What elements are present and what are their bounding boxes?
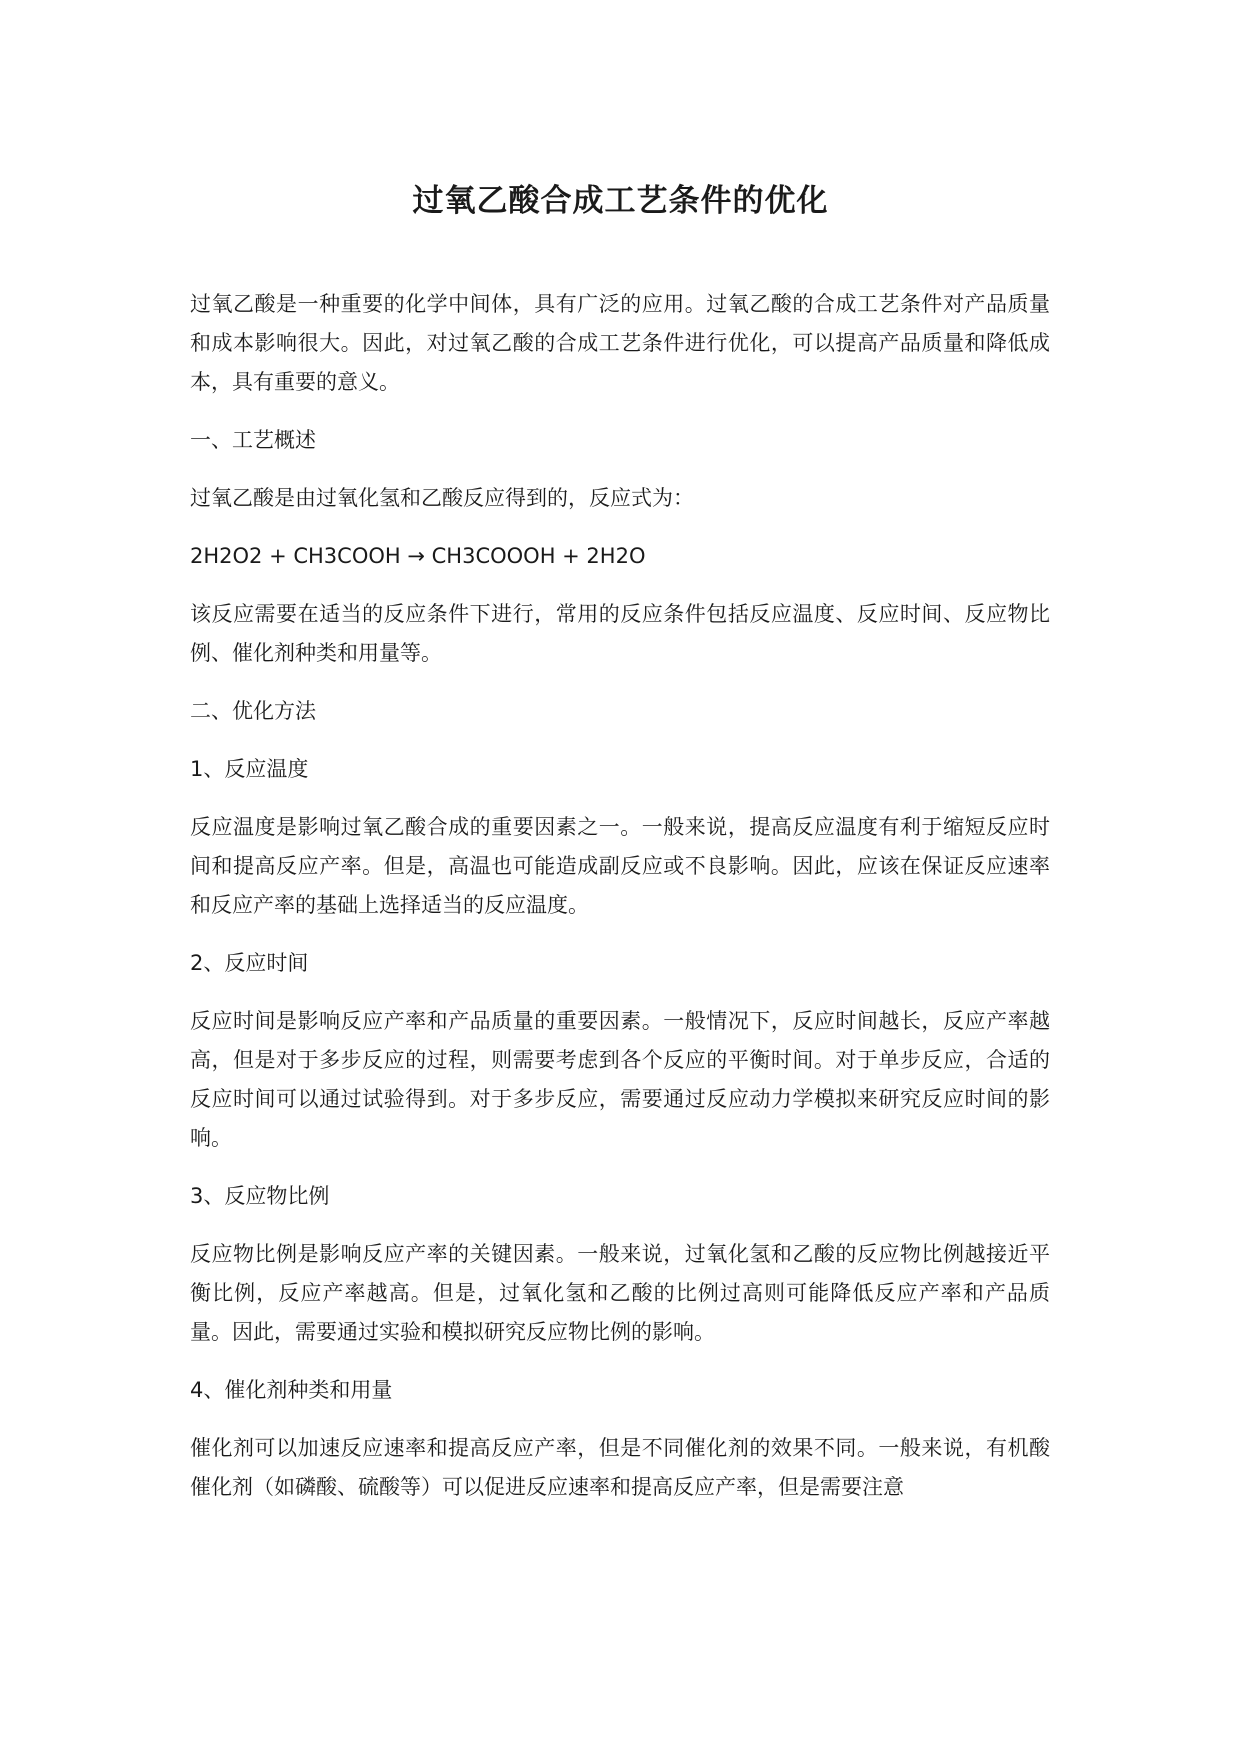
subheading-time: 2、反应时间 <box>190 951 309 975</box>
section-heading-methods: 二、优化方法 <box>190 699 316 723</box>
time-paragraph: 反应时间是影响反应产率和产品质量的重要因素。一般情况下，反应时间越长，反应产率越高，但是对于多步反应的过程，则需要考虑到各个反应的平衡时间。对于单步反应，合适的反应时间可以通过试验得到。对于多步反应，需要通过反应动力学模拟来研究反应时间的影响。 <box>190 1009 1050 1150</box>
temperature-paragraph: 反应温度是影响过氧乙酸合成的重要因素之一。一般来说，提高反应温度有利于缩短反应时间和提高反应产率。但是，高温也可能造成副反应或不良影响。因此，应该在保证反应速率和反应产率的基础上选择适当的反应温度。 <box>190 815 1050 917</box>
subheading-catalyst: 4、催化剂种类和用量 <box>190 1378 393 1402</box>
subheading-temperature: 1、反应温度 <box>190 757 309 781</box>
ratio-paragraph: 反应物比例是影响反应产率的关键因素。一般来说，过氧化氢和乙酸的反应物比例越接近平衡比例，反应产率越高。但是，过氧化氢和乙酸的比例过高则可能降低反应产率和产品质量。因此，需要通过实验和模拟研究反应物比例的影响。 <box>190 1242 1050 1344</box>
section-heading-overview: 一、工艺概述 <box>190 428 316 452</box>
catalyst-paragraph: 催化剂可以加速反应速率和提高反应产率，但是不同催化剂的效果不同。一般来说，有机酸催化剂（如磷酸、硫酸等）可以促进反应速率和提高反应产率，但是需要注意 <box>190 1436 1050 1499</box>
conditions-paragraph: 该反应需要在适当的反应条件下进行，常用的反应条件包括反应温度、反应时间、反应物比例、催化剂种类和用量等。 <box>190 602 1050 665</box>
document-body <box>190 285 1050 1526</box>
reaction-equation: 2H2O2 + CH3COOH → CH3COOOH + 2H2O <box>190 544 646 568</box>
intro-paragraph: 过氧乙酸是一种重要的化学中间体，具有广泛的应用。过氧乙酸的合成工艺条件对产品质量和成本影响很大。因此，对过氧乙酸的合成工艺条件进行优化，可以提高产品质量和降低成本，具有重要的意义。 <box>190 292 1050 394</box>
overview-paragraph: 过氧乙酸是由过氧化氢和乙酸反应得到的，反应式为： <box>190 486 694 510</box>
subheading-ratio: 3、反应物比例 <box>190 1184 330 1208</box>
document-title: 过氧乙酸合成工艺条件的优化 <box>412 183 829 219</box>
